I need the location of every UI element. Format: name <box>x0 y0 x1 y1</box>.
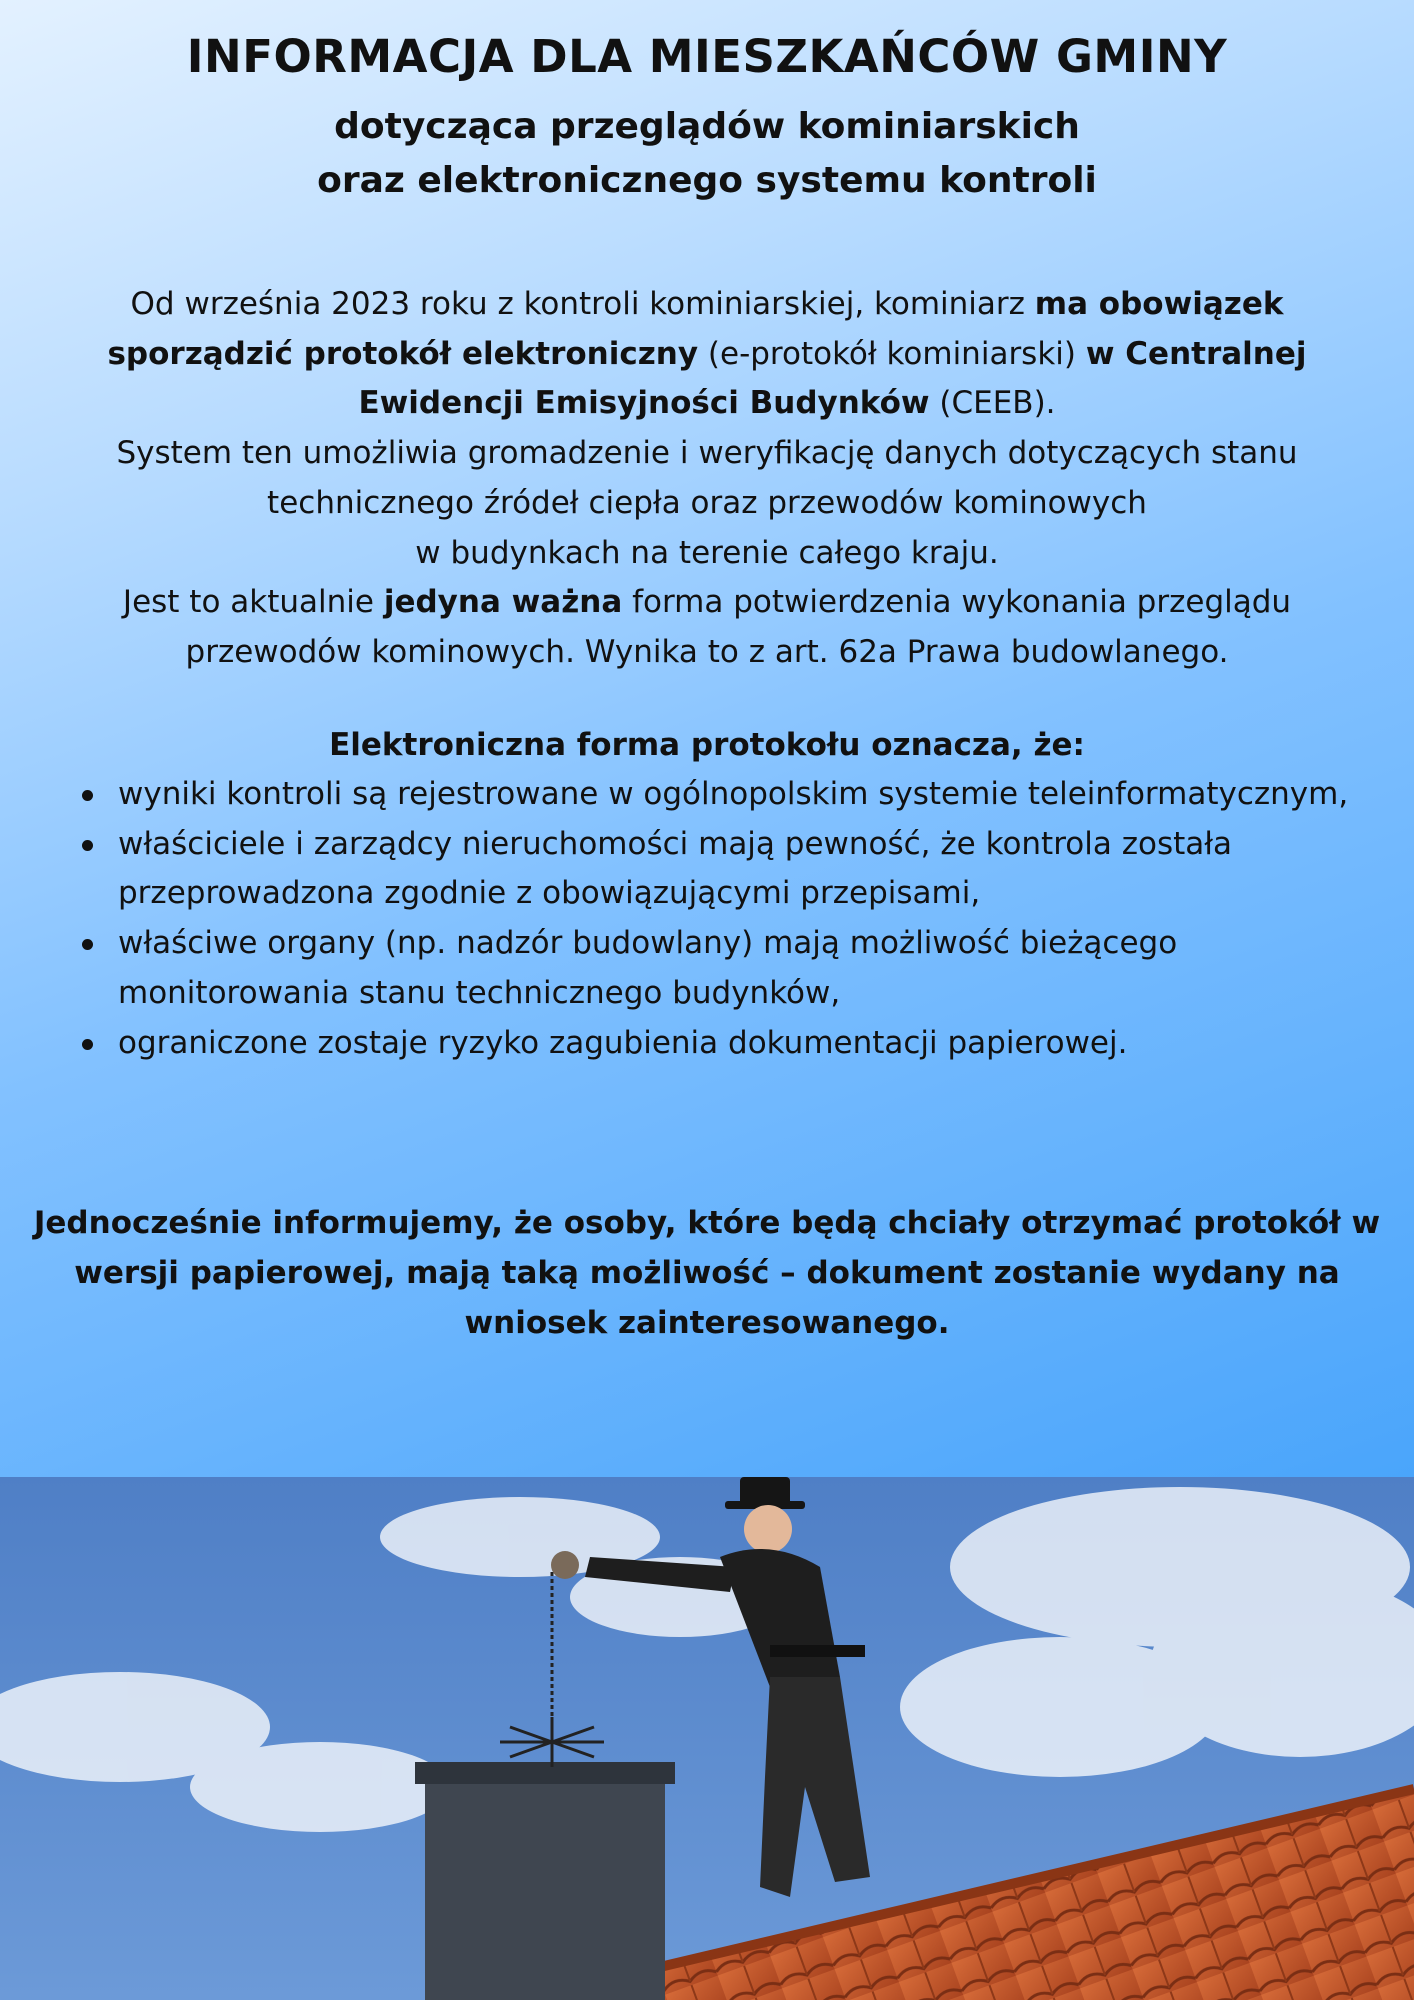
list-item: ograniczone zostaje ryzyko zagubienia dokumentacji papierowej. <box>82 1019 1352 1069</box>
intro-text-segment: Od września 2023 roku z kontroli kominiarskiej, kominiarz <box>130 286 1035 322</box>
intro-paragraph-system-end: w budynkach na terenie całego kraju. <box>415 534 999 571</box>
intro-paragraph-ceeb <box>70 280 1344 429</box>
intro-bold-only-valid: jedyna ważna <box>383 584 623 621</box>
subtitle-line-2: oraz elektronicznego systemu kontroli <box>317 160 1097 201</box>
intro-text-segment: (CEEB). <box>929 385 1056 422</box>
poster-title: INFORMACJA DLA MIESZKAŃCÓW GMINY <box>186 30 1228 83</box>
intro-text-segment: forma potwierdzenia wykonania przeglądu przewodów kominowych. Wynika to z art. 62a Prawa budowlanego. <box>185 584 1292 670</box>
paper-protocol-notice: Jednocześnie informujemy, że osoby, które będą chciały otrzymać protokół w wersji papierowej, mają taką możliwość – dokument zostanie wydany na wniosek zainteresowanego. <box>33 1205 1381 1341</box>
list-item: wyniki kontroli są rejestrowane w ogólnopolskim systemie teleinformatycznym, <box>82 770 1352 820</box>
intro-paragraph-only-valid <box>70 578 1344 677</box>
list-item: właściwe organy (np. nadzór budowlany) mają możliwość bieżącego monitorowania stanu technicznego budynków, <box>82 919 1352 1018</box>
chimney-sweep-photo <box>0 1477 1414 2000</box>
list-item: właściciele i zarządcy nieruchomości mają pewność, że kontrola została przeprowadzona zgodnie z obowiązującymi przepisami, <box>82 820 1352 919</box>
subtitle-line-1: dotycząca przeglądów kominiarskich <box>334 106 1080 147</box>
benefits-list <box>82 770 1352 1068</box>
intro-bold-obligation: ma obowiązek sporządzić protokół elektroniczny <box>107 286 1284 372</box>
list-heading: Elektroniczna forma protokołu oznacza, że: <box>329 727 1085 763</box>
intro-bold-ceeb: w Centralnej Ewidencji Emisyjności Budynków <box>358 335 1307 422</box>
chimney <box>415 1762 675 2000</box>
intro-text-segment: (e-protokół kominiarski) <box>698 335 1086 372</box>
intro-text <box>70 280 1344 678</box>
poster-subtitle <box>0 100 1414 208</box>
intro-text-segment: Jest to aktualnie <box>122 584 384 621</box>
intro-paragraph-system: System ten umożliwia gromadzenie i weryfikację danych dotyczących stanu technicznego źródeł ciepła oraz przewodów kominowych <box>116 435 1298 521</box>
